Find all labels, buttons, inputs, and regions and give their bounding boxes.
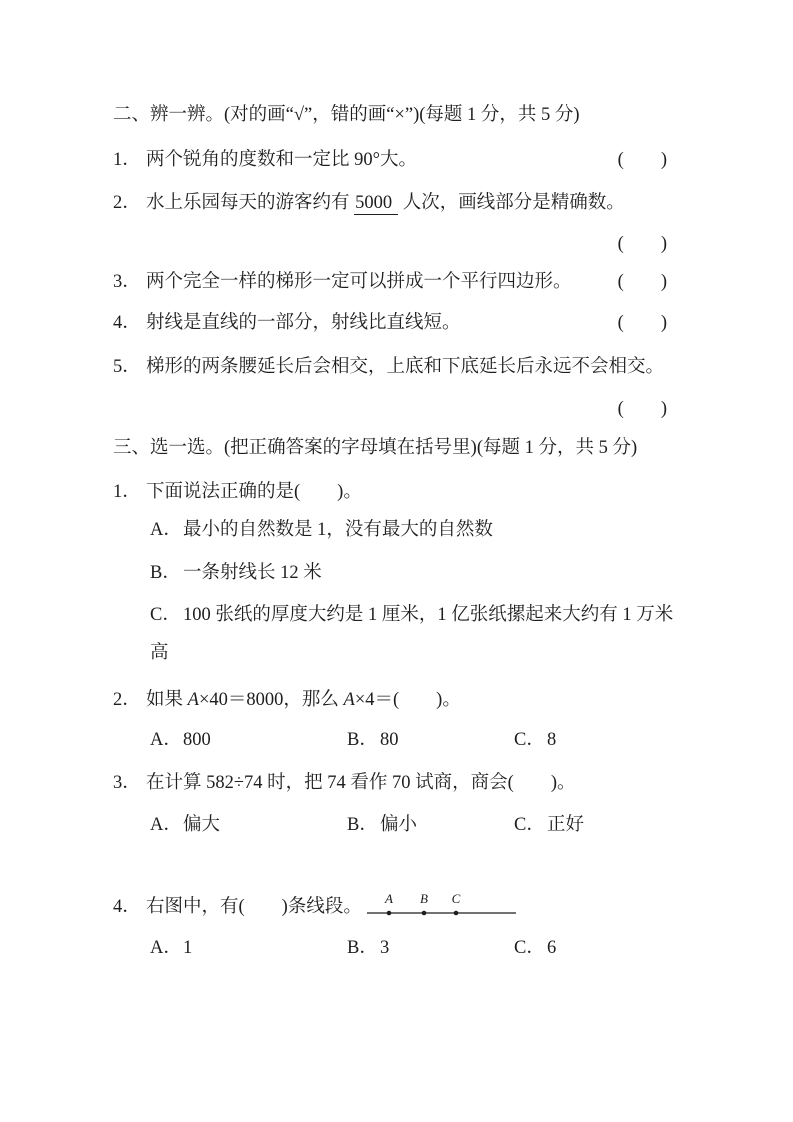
item-text: 射线是直线的一部分，射线比直线短。: [146, 313, 461, 333]
item-number: 1．: [113, 150, 141, 170]
item-number: 2．: [113, 193, 141, 213]
judge-section-title: 二、辨一辨。(对的画“√”，错的画“×”)(每题 1 分，共 5 分): [113, 105, 580, 125]
variable-a: A: [187, 690, 199, 710]
answer-bracket: ( ): [617, 399, 667, 419]
option-text: 一条射线长 12 米: [183, 563, 322, 583]
item-number: 3．: [113, 773, 141, 793]
judge-item-2-bracket-row: [113, 231, 793, 257]
judge-item-4: [113, 310, 793, 336]
choice-q1: [113, 479, 793, 505]
point-b-label: B: [420, 891, 428, 906]
option-text: 1: [183, 938, 193, 958]
answer-bracket: ( ): [617, 234, 667, 254]
option-text: 最小的自然数是 1，没有最大的自然数: [183, 520, 493, 540]
choice-q3-options: [0, 812, 793, 838]
line-segment-figure: [363, 891, 523, 921]
choice-q3: [113, 770, 793, 796]
question-text: ×4＝( )。: [354, 690, 461, 710]
option-a: [150, 727, 211, 753]
item-number: 2．: [113, 690, 141, 710]
option-label: C．: [514, 730, 545, 750]
item-number: 4．: [113, 897, 141, 917]
item-text: 两个锐角的度数和一定比 90°大。: [146, 150, 418, 170]
question-text: ×40＝8000，那么: [198, 690, 344, 710]
option-a: [150, 812, 220, 838]
variable-a: A: [343, 690, 355, 710]
option-c: [514, 935, 556, 961]
choice-q2: [113, 687, 793, 713]
item-text: 梯形的两条腰延长后会相交，上底和下底延长后永远不会相交。: [146, 357, 665, 377]
option-text: 80: [380, 730, 399, 750]
option-label: A．: [150, 520, 182, 540]
item-number: 1．: [113, 482, 141, 502]
choice-q1-option-c: [150, 602, 793, 628]
option-text: 100 张纸的厚度大约是 1 厘米，1 亿张纸摞起来大约有 1 万米: [183, 605, 674, 625]
judge-item-3: [113, 269, 793, 295]
item-text: 水上乐园每天的游客约有: [146, 193, 355, 213]
answer-bracket: ( ): [617, 272, 667, 292]
judge-item-2: [113, 190, 793, 216]
choice-q1-option-c-wrap: 高: [150, 643, 169, 663]
question-text: 右图中，有( )条线段。: [146, 897, 362, 917]
item-number: 3．: [113, 272, 141, 292]
choice-q1-option-b: [150, 560, 793, 586]
item-text: 人次，画线部分是精确数。: [402, 193, 625, 213]
answer-bracket: ( ): [617, 150, 667, 170]
choice-section-title: 三、选一选。(把正确答案的字母填在括号里)(每题 1 分，共 5 分): [113, 438, 638, 458]
point-a-dot: [387, 911, 392, 916]
option-label: A．: [150, 815, 182, 835]
option-label: A．: [150, 730, 182, 750]
point-c-dot: [454, 911, 459, 916]
underlined-value: 5000: [354, 193, 398, 215]
option-label: C．: [150, 605, 181, 625]
option-text: 3: [380, 938, 390, 958]
option-text: 6: [547, 938, 557, 958]
option-b: [347, 727, 399, 753]
judge-item-5: [113, 354, 793, 380]
option-label: B．: [150, 563, 181, 583]
choice-q1-option-a: [150, 517, 793, 543]
option-label: B．: [347, 938, 378, 958]
option-label: B．: [347, 815, 378, 835]
item-number: 4．: [113, 313, 141, 333]
item-number: 5．: [113, 357, 141, 377]
option-text: 800: [183, 730, 211, 750]
question-text: 在计算 582÷74 时，把 74 看作 70 试商，商会( )。: [146, 773, 576, 793]
option-b: [347, 812, 417, 838]
option-label: C．: [514, 938, 545, 958]
point-a-label: A: [385, 891, 393, 906]
option-c: [514, 812, 584, 838]
point-c-label: C: [451, 891, 461, 906]
judge-item-5-bracket-row: [113, 396, 793, 422]
option-text: 正好: [547, 815, 585, 835]
question-text: 下面说法正确的是( )。: [146, 482, 362, 502]
option-a: [150, 935, 192, 961]
choice-q4-options: [0, 935, 793, 961]
answer-bracket: ( ): [617, 313, 667, 333]
point-b-dot: [422, 911, 427, 916]
option-label: C．: [514, 815, 545, 835]
question-text: 如果: [146, 690, 188, 710]
item-text: 两个完全一样的梯形一定可以拼成一个平行四边形。: [146, 272, 572, 292]
option-label: A．: [150, 938, 182, 958]
option-label: B．: [347, 730, 378, 750]
option-text: 8: [547, 730, 557, 750]
option-text: 偏小: [380, 815, 418, 835]
option-b: [347, 935, 389, 961]
choice-q2-options: [0, 727, 793, 753]
judge-item-1: [113, 147, 793, 173]
option-text: 偏大: [183, 815, 221, 835]
option-c: [514, 727, 556, 753]
